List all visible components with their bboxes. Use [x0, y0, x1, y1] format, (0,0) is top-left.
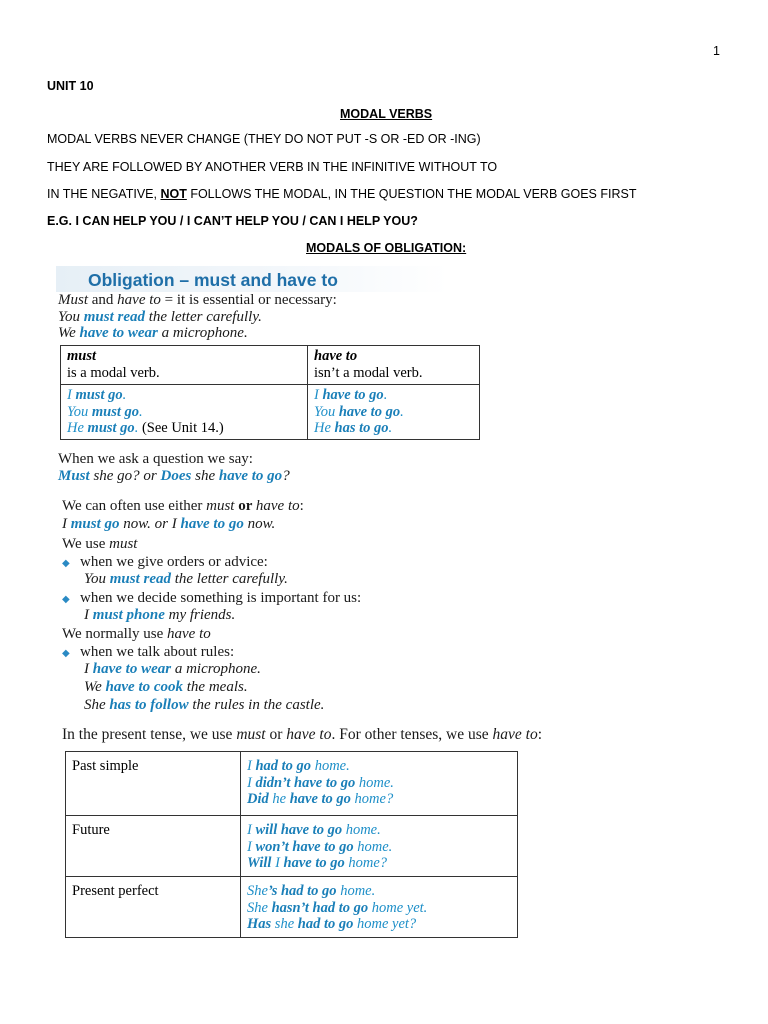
haveto-bullet: ◆ when we talk about rules:	[62, 644, 235, 660]
tense-examples-present-perfect: She’s had to go home. She hasn’t had to go home yet. Has she had to go home yet?	[241, 877, 518, 938]
must-examples-cell: I must go. You must go. He must go. (See Unit 14.)	[61, 385, 308, 440]
diamond-bullet-icon: ◆	[62, 648, 70, 659]
diamond-bullet-icon: ◆	[62, 558, 70, 569]
diamond-bullet-icon: ◆	[62, 594, 70, 605]
rules-example-2: We have to cook the meals.	[84, 679, 248, 695]
rule-negative	[47, 187, 636, 201]
haveto-examples-cell: I have to go. You have to go. He has to go.	[308, 385, 480, 440]
intro-example-2: We have to wear a microphone.	[58, 325, 248, 341]
rules-example-1: I have to wear a microphone.	[84, 661, 261, 677]
page-title: MODAL VERBS	[340, 107, 433, 121]
tense-name-present-perfect: Present perfect	[66, 877, 241, 938]
tense-examples-future: I will have to go home. I won’t have to go home. Will I have to go home?	[241, 816, 518, 877]
intro-line: Must and have to = it is essential or necessary:	[58, 292, 337, 308]
tense-examples-past: I had to go home. I didn’t have to go home. Did he have to go home?	[241, 752, 518, 816]
rule-negative-before: IN THE NEGATIVE,	[47, 187, 161, 201]
use-haveto-line: We normally use have to	[62, 626, 211, 642]
must-haveto-table	[60, 345, 480, 440]
obligation-title: Obligation – must and have to	[88, 270, 338, 290]
tense-name-future: Future	[66, 816, 241, 877]
rule-negative-emphasis: NOT	[160, 187, 187, 201]
must-bullet-2: ◆ when we decide something is important for us:	[62, 590, 362, 606]
question-intro: When we ask a question we say:	[58, 451, 253, 467]
question-example: Must she go? or Does she have to go?	[58, 468, 290, 484]
rule-negative-after: FOLLOWS THE MODAL, IN THE QUESTION THE MODAL VERB GOES FIRST	[186, 187, 637, 201]
rule-2: THEY ARE FOLLOWED BY ANOTHER VERB IN THE INFINITIVE WITHOUT TO	[47, 160, 498, 174]
must-bullet-1: ◆ when we give orders or advice:	[62, 554, 268, 570]
either-line: We can often use either must or have to:	[62, 498, 304, 514]
use-must-line: We use must	[62, 536, 138, 552]
tense-name-past: Past simple	[66, 752, 241, 816]
must-header-cell: must is a modal verb.	[61, 346, 308, 385]
example-line: E.G. I CAN HELP YOU / I CAN’T HELP YOU / CAN I HELP YOU?	[47, 214, 418, 228]
tenses-table	[65, 751, 518, 938]
unit-label: UNIT 10	[47, 79, 94, 93]
either-example: I must go now. or I have to go now.	[62, 516, 276, 532]
intro-example-1: You must read the letter carefully.	[58, 309, 262, 325]
haveto-header-cell: have to isn’t a modal verb.	[308, 346, 480, 385]
must-bullet-1-example: You must read the letter carefully.	[84, 571, 288, 587]
rules-example-3: She has to follow the rules in the castle.	[84, 697, 325, 713]
present-tense-line: In the present tense, we use must or have to. For other tenses, we use have to:	[62, 726, 543, 743]
must-bullet-2-example: I must phone my friends.	[84, 607, 236, 623]
obligation-heading: MODALS OF OBLIGATION:	[306, 241, 467, 255]
rule-1: MODAL VERBS NEVER CHANGE (THEY DO NOT PUT -S OR -ED OR -ING)	[47, 132, 481, 146]
page-number: 1	[713, 44, 720, 58]
